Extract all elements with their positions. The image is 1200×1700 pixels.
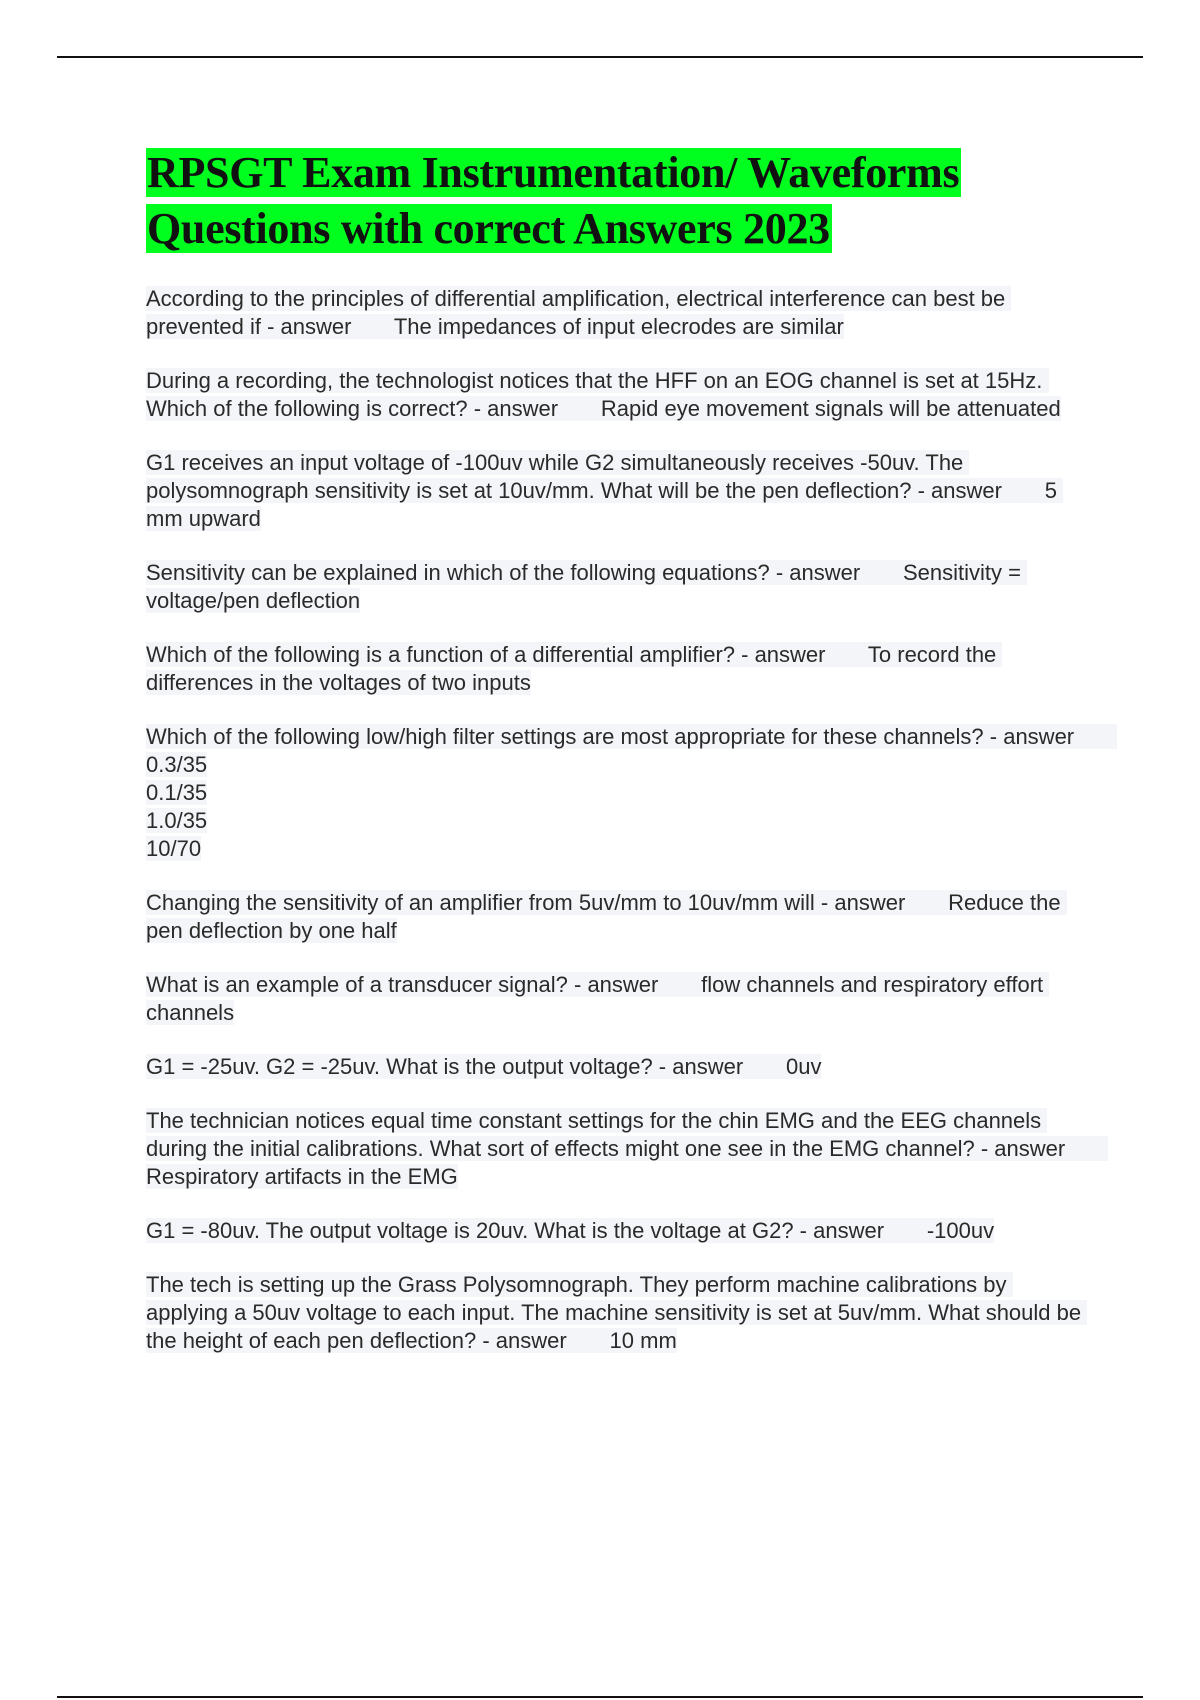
- qa-item: [146, 1271, 1091, 1355]
- answer-text: The impedances of input elecrodes are similar: [393, 314, 844, 339]
- answer-text: Sensitivity = voltage/pen deflection: [146, 560, 1028, 613]
- question-text: According to the principles of differential amplification, electrical interference can best be prevented if - answer: [146, 286, 1012, 339]
- answer-text: -100uv: [926, 1218, 995, 1243]
- question-text: Which of the following low/high filter settings are most appropriate for these channels? - answer: [146, 724, 1075, 749]
- qa-item: [146, 1053, 1091, 1081]
- question-text: During a recording, the technologist notices that the HFF on an EOG channel is set at 15Hz. Which of the following is correct? - answer: [146, 368, 1049, 421]
- qa-item: [146, 1217, 1091, 1245]
- answer-text: flow channels and respiratory effort channels: [146, 972, 1050, 1025]
- question-text: Changing the sensitivity of an amplifier from 5uv/mm to 10uv/mm will - answer: [146, 890, 906, 915]
- answer-text: 5 mm upward: [146, 478, 1064, 531]
- title-highlight: RPSGT Exam Instrumentation/ Waveforms Questions with correct Answers 2023: [147, 148, 960, 253]
- top-rule: [57, 56, 1143, 58]
- qa-item: [146, 559, 1091, 615]
- answer-text: 0.3/35 0.1/35 1.0/35 10/70: [146, 752, 208, 861]
- answer-text: To record the differences in the voltages of two inputs: [146, 642, 1003, 695]
- qa-item: [146, 971, 1091, 1027]
- question-text: What is an example of a transducer signal? - answer: [146, 972, 659, 997]
- question-text: The technician notices equal time constant settings for the chin EMG and the EEG channels during the initial calibrations. What sort of effects might one see in the EMG channel? - answer: [146, 1108, 1066, 1161]
- qa-item: [146, 1107, 1091, 1191]
- bottom-rule: [57, 1696, 1143, 1698]
- qa-item: [146, 285, 1091, 341]
- qa-item: [146, 889, 1091, 945]
- answer-text: Reduce the pen deflection by one half: [146, 890, 1067, 943]
- question-text: Sensitivity can be explained in which of the following equations? - answer: [146, 560, 861, 585]
- answer-text: 0uv: [785, 1054, 822, 1079]
- qa-item: [146, 367, 1091, 423]
- question-text: G1 receives an input voltage of -100uv while G2 simultaneously receives -50uv. The polysomnograph sensitivity is set at 10uv/mm. What will be the pen deflection? - answer: [146, 450, 1002, 503]
- document-title: [146, 145, 1091, 257]
- qa-item: [146, 641, 1091, 697]
- question-text: Which of the following is a function of a differential amplifier? - answer: [146, 642, 826, 667]
- answer-text: Respiratory artifacts in the EMG: [146, 1164, 458, 1189]
- answer-text: Rapid eye movement signals will be attenuated: [600, 396, 1061, 421]
- document-body: [146, 145, 1091, 1381]
- question-text: G1 = -25uv. G2 = -25uv. What is the output voltage? - answer: [146, 1054, 744, 1079]
- answer-text: 10 mm: [609, 1328, 677, 1353]
- qa-item: [146, 449, 1091, 533]
- question-text: G1 = -80uv. The output voltage is 20uv. What is the voltage at G2? - answer: [146, 1218, 885, 1243]
- question-text: The tech is setting up the Grass Polysomnograph. They perform machine calibrations by applying a 50uv voltage to each input. The machine sensitivity is set at 5uv/mm. What should be the height of each pen deflection? - answer: [146, 1272, 1088, 1353]
- qa-item: [146, 723, 1091, 863]
